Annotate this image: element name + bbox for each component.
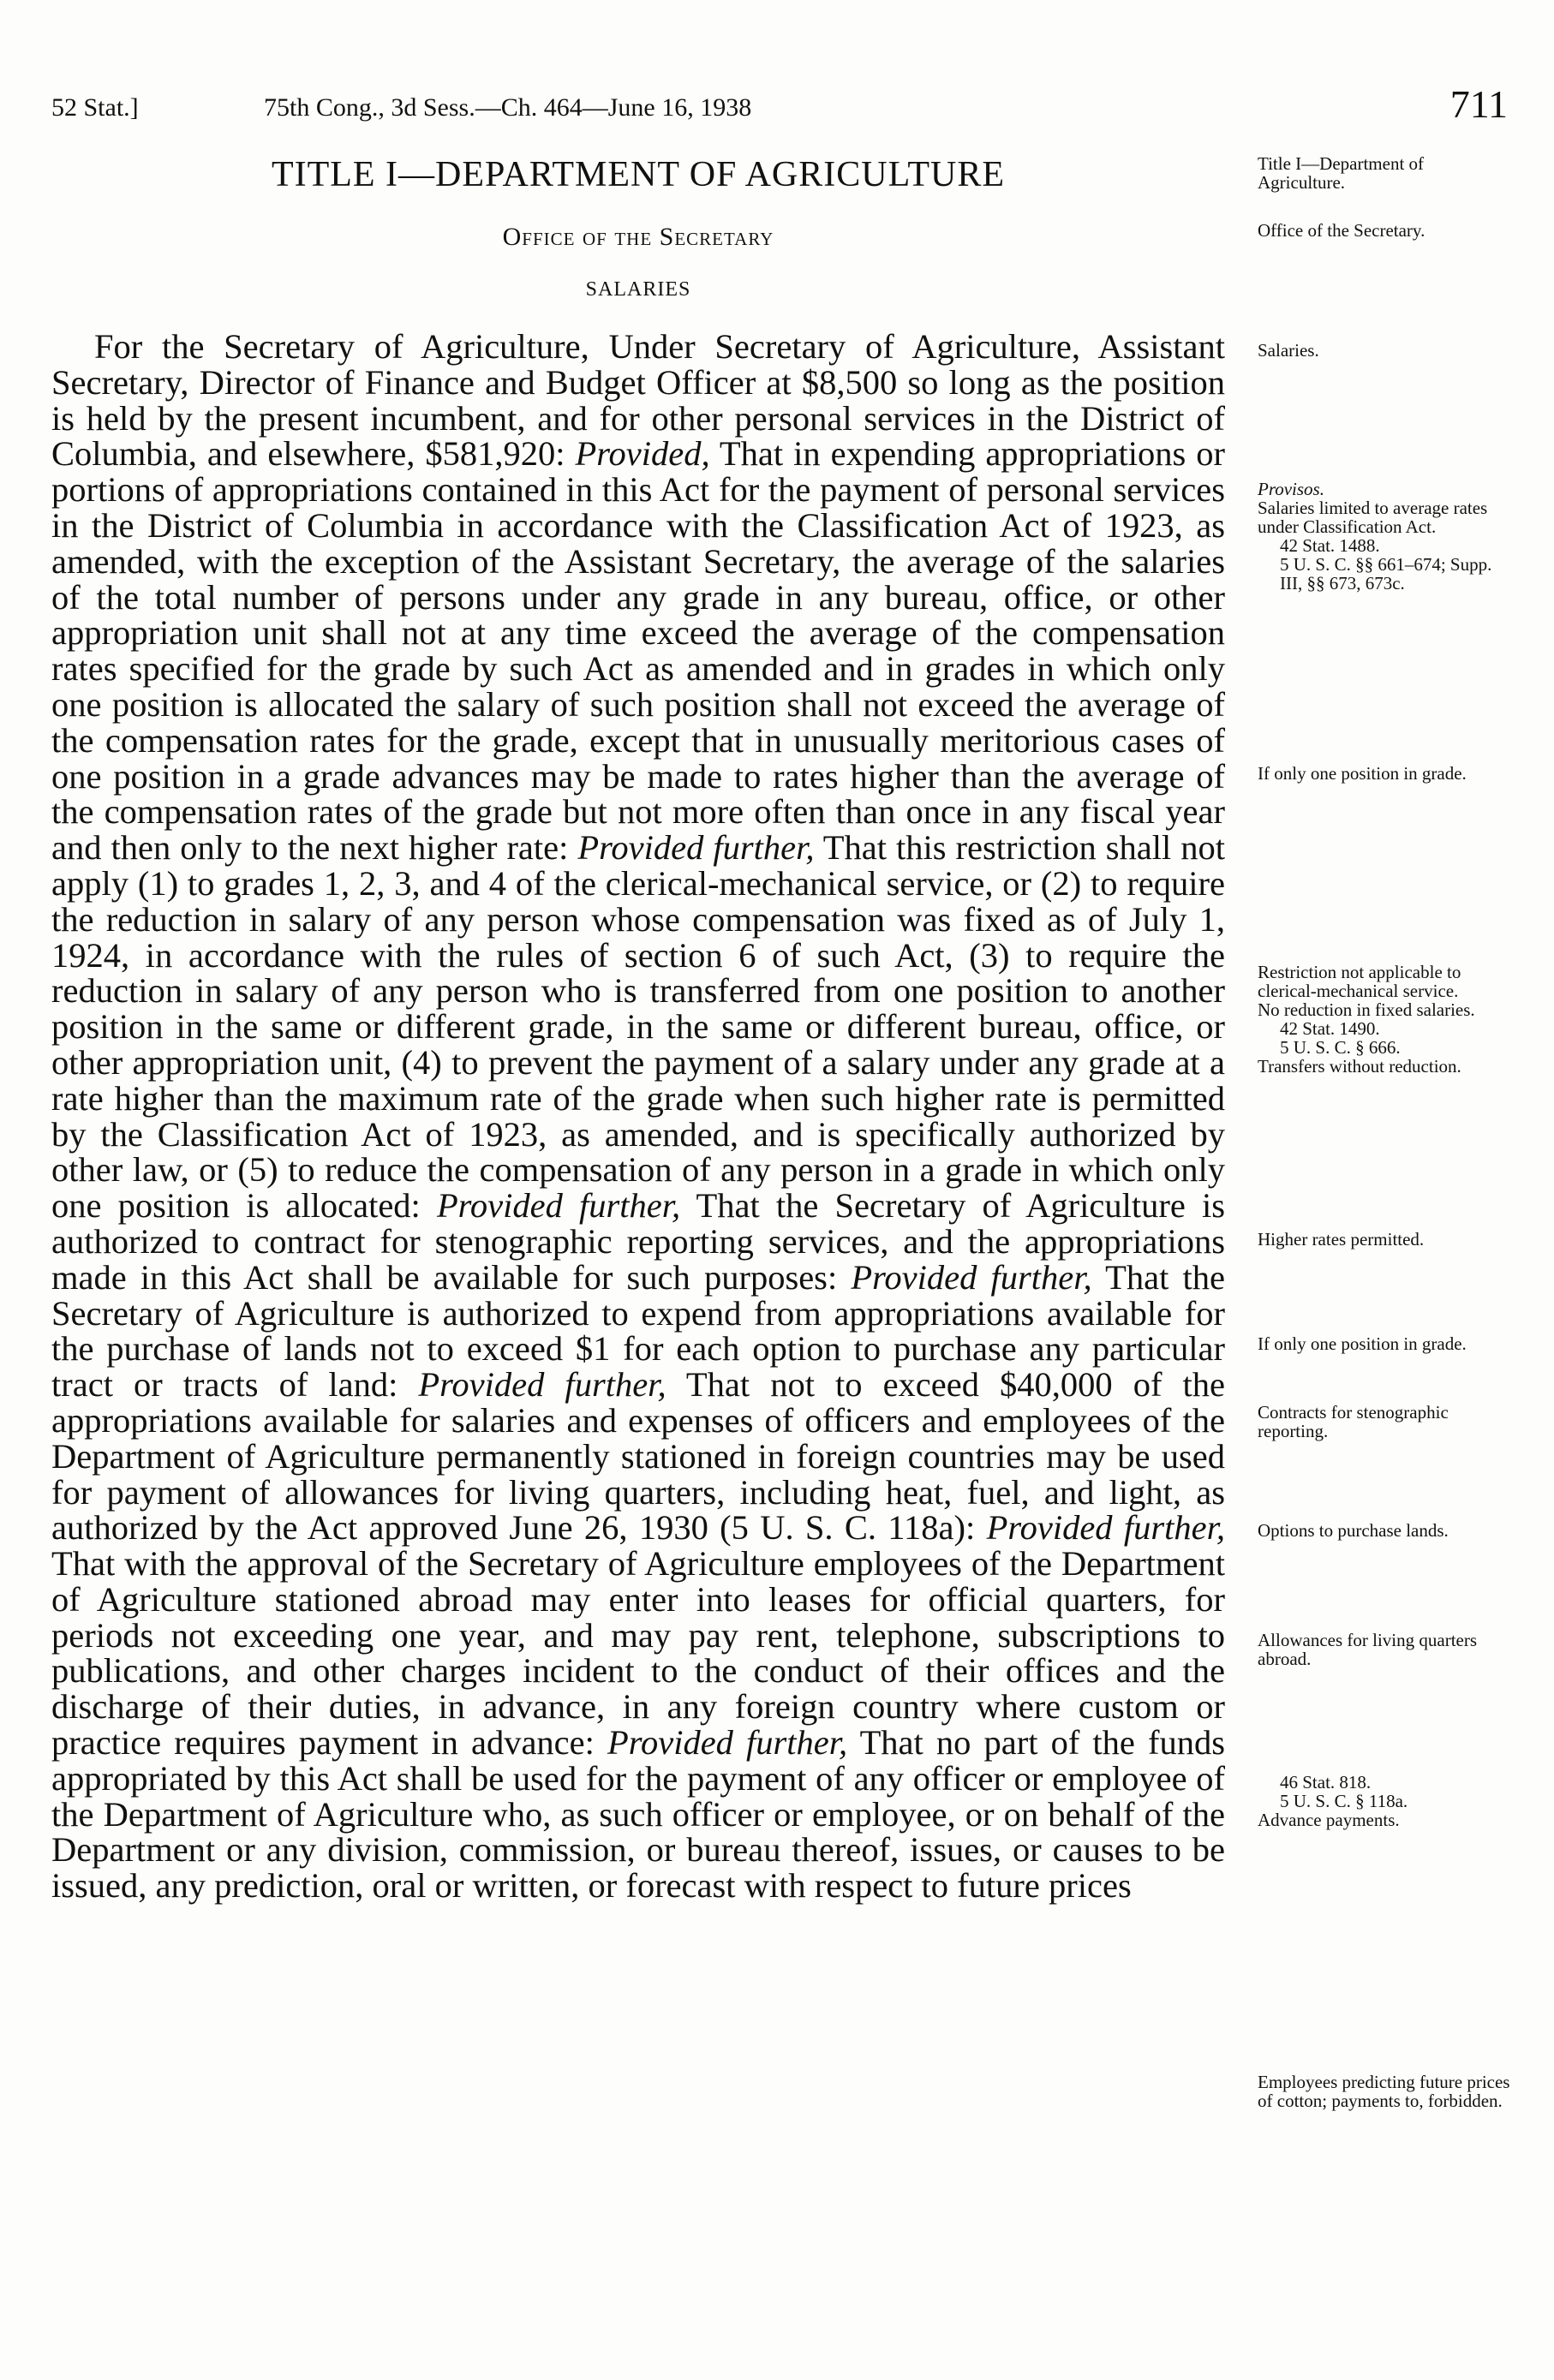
margin-note-line: 42 Stat. 1488.	[1280, 535, 1380, 556]
margin-note-line: Provisos.	[1258, 479, 1324, 499]
margin-note	[1258, 1631, 1515, 1668]
margin-note-line: No reduction in fixed salaries.	[1258, 999, 1475, 1020]
proviso-label: Provided further,	[851, 1257, 1092, 1297]
margin-note-line: Title I—Department of Agriculture.	[1258, 153, 1425, 193]
margin-note-line: Restriction not applicable to clerical-mechanical service.	[1258, 962, 1461, 1001]
session-chapter-date: 75th Cong., 3d Sess.—Ch. 464—June 16, 1938	[264, 93, 752, 122]
margin-note-line: Higher rates permitted.	[1258, 1229, 1425, 1250]
margin-note-line: Employees predicting future prices of cotton; payments to, forbidden.	[1258, 2072, 1510, 2111]
margin-note	[1258, 1773, 1515, 1829]
margin-note	[1258, 480, 1515, 498]
margin-note	[1258, 1521, 1515, 1540]
margin-note	[1258, 1230, 1515, 1249]
margin-note	[1258, 1334, 1515, 1353]
text-run: That not to exceed $40,000 of the appropriations available for salaries and expenses of officers and employees of the Department of Agriculture permanently stationed in foreign countries may be used for payment of allowances for living quarters, including heat, fuel, and light, as authorized by the Act approved June 26, 1930 (5 U. S. C. 118a):	[51, 1365, 1225, 1548]
margin-note-line: If only one position in grade.	[1258, 763, 1467, 784]
margin-note-line: 5 U. S. C. §§ 661–674; Supp. III, §§ 673, 673c.	[1280, 554, 1492, 594]
margin-note-line: Allowances for living quarters abroad.	[1258, 1630, 1478, 1669]
margin-note-line: 5 U. S. C. § 666.	[1280, 1037, 1401, 1058]
text-run: That the Secretary of Agriculture is authorized to expend from appropriations available for the purchase of lands not to exceed $1 for each option to purchase any particular tract or tracts of land:	[51, 1257, 1226, 1405]
text-run: That with the approval of the Secretary of Agriculture employees of the Department of Agriculture stationed abroad may enter into leases for official quarters, for periods not exceeding one year, and may pay rent, telephone, subscriptions to publications, and other charges incident to the conduct of their offices and the discharge of their duties, in advance, in any foreign country where custom or practice requires payment in advance:	[51, 1544, 1225, 1763]
text-run: That no part of the funds appropriated by this Act shall be used for the payment of any officer or employee of the Department of Agriculture who, as such officer or employee, or on behalf of the Department or any division, commission, or bureau thereof, issues, or causes to be issued, any prediction, oral or written, or forecast with respect to future prices	[51, 1723, 1225, 1906]
text-run: That the Secretary of Agriculture is authorized to contract for stenographic reporting services, and the appropriations made in this Act shall be available for such purposes:	[51, 1186, 1225, 1297]
title-heading: TITLE I—DEPARTMENT OF AGRICULTURE	[271, 155, 1006, 194]
proviso-label: Provided,	[575, 434, 710, 474]
proviso-label: Provided further,	[607, 1723, 848, 1763]
margin-note-line: Salaries limited to average rates under Classification Act.	[1258, 498, 1488, 537]
margin-note-line: 46 Stat. 818.	[1280, 1772, 1372, 1792]
margin-note-line: 42 Stat. 1490.	[1280, 1018, 1380, 1039]
margin-note-line: Office of the Secretary.	[1258, 220, 1425, 241]
proviso-label: Provided further,	[436, 1186, 681, 1226]
margin-note	[1258, 154, 1515, 192]
margin-note	[1258, 341, 1515, 360]
margin-note	[1258, 498, 1515, 593]
margin-note-line: Advance payments.	[1258, 1810, 1400, 1830]
text-run: For the Secretary of Agriculture, Under Secretary of Agriculture, Assistant Secretary, Director of Finance and Budget Officer at $8,500 so long as the position is held by the present incumbent, and for other personal services in the District of Columbia, and elsewhere, $581,920:	[51, 327, 1225, 474]
text-run: That in expending appropriations or portions of appropriations contained in this Act for the payment of personal services in the District of Columbia in accordance with the Classification Act of 1923, as amended, with the exception of the Assistant Secretary, the average of the salaries of the total number of persons under any grade in any bureau, office, or other appropriation unit shall not at any time exceed the average of the compensation rates specified for the grade by such Act as amended and in grades in which only one position is allocated the salary of such position shall not exceed the average of the compensation rates for the grade, except that in unusually meritorious cases of one position in a grade advances may be made to rates higher than the average of the compensation rates of the grade but not more often than once in any fiscal year and then only to the next higher rate:	[51, 434, 1226, 868]
page-number: 711	[1449, 82, 1508, 126]
margin-note-line: Transfers without reduction.	[1258, 1056, 1461, 1077]
margin-note	[1258, 963, 1515, 1076]
section-heading: SALARIES	[585, 278, 691, 301]
margin-note	[1258, 764, 1515, 783]
margin-note-line: Salaries.	[1258, 340, 1319, 361]
proviso-label: Provided further,	[418, 1365, 666, 1405]
main-text	[51, 329, 1225, 1904]
margin-note-line: If only one position in grade.	[1258, 1333, 1467, 1354]
margin-note	[1258, 2073, 1515, 2110]
office-heading: Office of the Secretary	[502, 223, 774, 251]
margin-note-line: Contracts for stenographic reporting.	[1258, 1402, 1449, 1441]
margin-note-line: 5 U. S. C. § 118a.	[1280, 1791, 1408, 1811]
statute-volume-label: 52 Stat.]	[51, 93, 139, 122]
margin-note	[1258, 1403, 1515, 1441]
page-header	[51, 81, 1508, 133]
text-run: That this restriction shall not apply (1) to grades 1, 2, 3, and 4 of the clerical-mechanical service, or (2) to require the reduction in salary of any person whose compensation was fixed as of July 1, 1924, in accordance with the rules of section 6 of such Act, (3) to require the reduction in salary of any person who is transferred from one position to another position in the same or different grade, in the same or different bureau, office, or other appropriation unit, (4) to prevent the payment of a salary under any grade at a rate higher than the maximum rate of the grade when such higher rate is permitted by the Classification Act of 1923, as amended, and is specifically authorized by other law, or (5) to reduce the compensation of any person in a grade in which only one position is allocated:	[51, 828, 1225, 1226]
proviso-label: Provided further,	[577, 828, 815, 868]
margin-note-line: Options to purchase lands.	[1258, 1520, 1449, 1541]
margin-note	[1258, 221, 1515, 240]
proviso-label: Provided further,	[986, 1508, 1225, 1548]
salaries-paragraph	[51, 329, 1225, 1904]
